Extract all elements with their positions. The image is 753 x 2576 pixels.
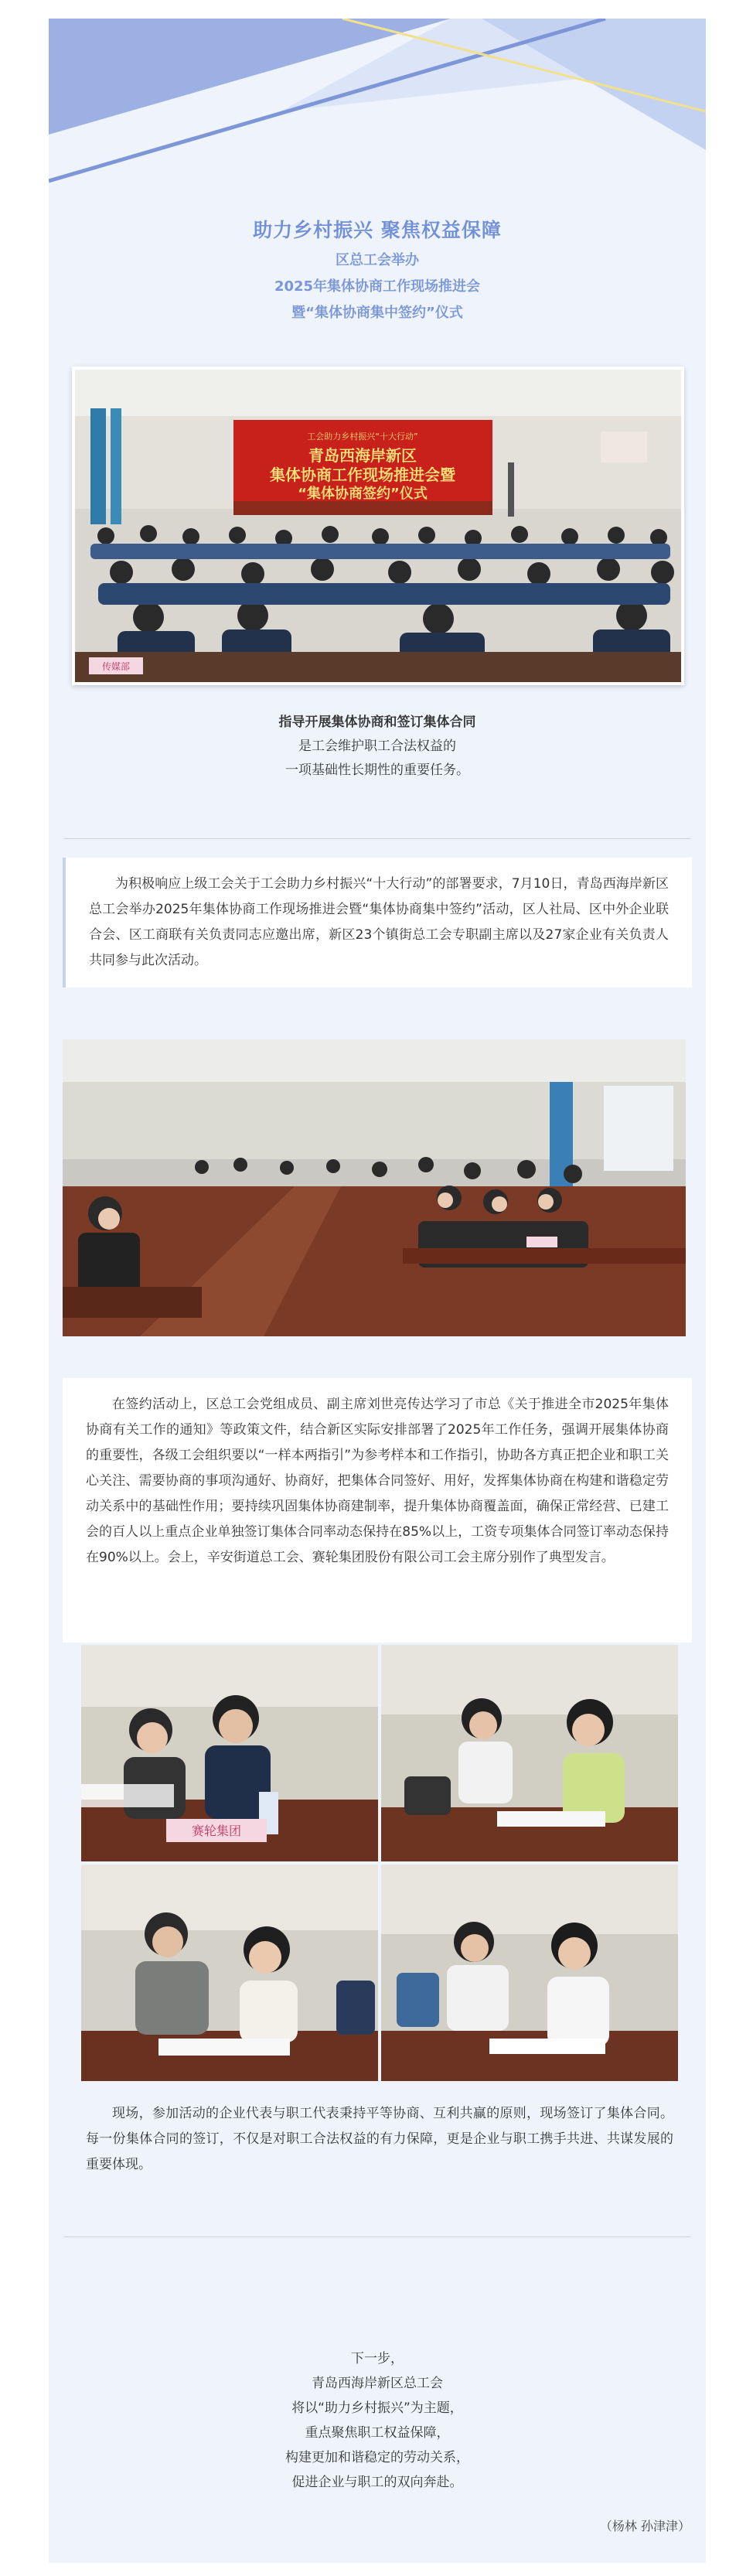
banner-line-2: 集体协商工作现场推进会暨: [270, 466, 455, 484]
signing-paragraph: 现场，参加活动的企业代表与职工代表秉持平等协商、互利共赢的原则，现场签订了集体合同。每一份集体合同的签订，不仅是对职工合法权益的有力保障，更是企业与职工携手共进、共谋发展的重要体现。: [86, 2106, 673, 2172]
closing-line-4: 重点聚焦职工权益保障，: [305, 2425, 450, 2441]
author-credit: （杨林 孙津津）: [599, 2519, 690, 2533]
photo-conference-room: [63, 1039, 686, 1336]
banner-top-text: 工会助力乡村振兴“十大行动”: [307, 432, 418, 442]
name-card-text: 传媒部: [101, 661, 131, 672]
closing-line-6: 促进企业与职工的双向奔赴。: [291, 2475, 463, 2490]
closing-line-3: 将以“助力乡村振兴”为主题，: [291, 2400, 463, 2416]
caption-block: [49, 711, 706, 783]
banner-line-1: 青岛西海岸新区: [308, 446, 417, 465]
banner-line-3: “集体协商签约”仪式: [298, 486, 428, 502]
headline-main: 助力乡村振兴 聚焦权益保障: [253, 219, 502, 241]
headline-sub-2: 2025年集体协商工作现场推进会: [274, 278, 481, 295]
section-divider: [64, 838, 690, 839]
header-decoration: [49, 19, 706, 204]
meeting-paragraph: 在签约活动上，区总工会党组成员、副主席刘世亮传达学习了市总《关于推进全市2025年集体协商有关工作的通知》等政策文件，结合新区实际安排部署了2025年工作任务，强调开展集体协商的重要性，各级工会组织要以“一样本两指引”为参考样本和工作指引，协助各方真正把企业和职工关心关注、需要协商的事项沟通好、协商好，把集体合同签好、用好，发挥集体协商在构建和谐稳定劳动关系中的基础性作用；要持续巩固集体协商建制率，提升集体协商覆盖面，确保正常经营、已建工会的百人以上重点企业单独签订集体合同率动态保持在85%以上，工资专项集体合同签订率动态保持在90%以上。会上，辛安街道总工会、赛轮集团股份有限公司工会主席分别作了典型发言。: [63, 1378, 692, 1643]
caption-line-2: 一项基础性长期性的重要任务。: [285, 763, 469, 778]
caption-bold: 指导开展集体协商和签订集体合同: [278, 715, 476, 730]
headline-sub-3: 暨“集体协商集中签约”仪式: [291, 305, 463, 321]
caption-line-1: 是工会维护职工合法权益的: [298, 739, 456, 754]
intro-paragraph: 为积极响应上级工会关于工会助力乡村振兴“十大行动”的部署要求，7月10日，青岛西海岸新区总工会举办2025年集体协商工作现场推进会暨“集体协商集中签约”活动，区人社局、区中外企业联合会、区工商联有关负责同志应邀出席，新区23个镇街总工会专职副主席以及27家企业有关负责人共同参与此次活动。: [63, 858, 692, 988]
photo-signing-2: [381, 1645, 678, 1861]
closing-block: [49, 2346, 706, 2495]
article-page: [49, 19, 706, 2563]
closing-line-1: 下一步，: [351, 2351, 404, 2366]
photo-signing-1: [81, 1645, 378, 1861]
closing-line-5: 构建更加和谐稳定的劳动关系，: [285, 2450, 469, 2465]
photo-meeting-hall: [72, 367, 684, 685]
grid-card-text: 赛轮集团: [191, 1824, 242, 1838]
closing-line-2: 青岛西海岸新区总工会: [312, 2376, 443, 2391]
photo-signing-4: [381, 1865, 678, 2081]
headline-sub-1: 区总工会举办: [336, 252, 419, 268]
photo-signing-3: [81, 1865, 378, 2081]
